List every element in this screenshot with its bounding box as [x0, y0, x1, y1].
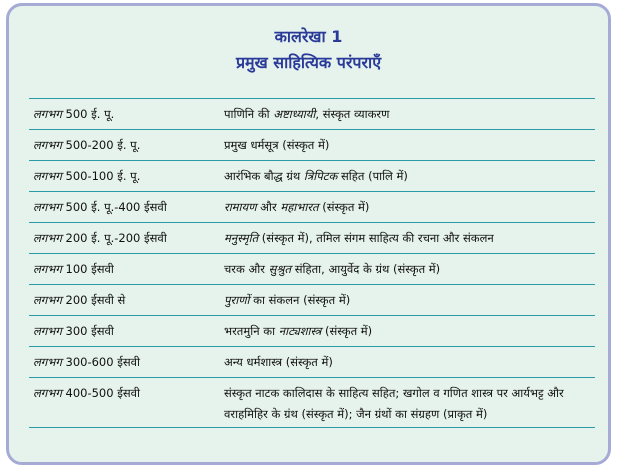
row-description — [224, 197, 594, 218]
row-date — [33, 138, 140, 153]
date-prefix: लगभग — [33, 169, 62, 183]
row-description — [224, 104, 594, 125]
work-title: नाट्यशास्त्र — [278, 324, 322, 338]
desc-text: आरंभिक बौद्ध ग्रंथ — [224, 169, 304, 183]
timeline-title: कालरेखा 1 — [274, 27, 343, 46]
desc-text: (संस्कृत में) — [321, 324, 373, 338]
date-value: 300-600 ईसवी — [65, 355, 140, 369]
desc-text: (संस्कृत में) — [318, 200, 370, 214]
date-value: 500 ई. पू. — [65, 107, 115, 121]
date-prefix: लगभग — [33, 293, 62, 307]
date-value: 500-100 ई. पू. — [65, 169, 141, 183]
row-description — [224, 259, 594, 280]
row-date — [33, 169, 140, 184]
timeline-row — [29, 285, 595, 316]
work-title: सुश्रुत — [268, 262, 292, 276]
row-description — [224, 321, 594, 342]
timeline-row — [29, 99, 595, 130]
desc-text: सहित (पालि में) — [337, 169, 408, 183]
date-prefix: लगभग — [33, 200, 62, 214]
timeline-row — [29, 161, 595, 192]
row-date — [33, 386, 140, 401]
timeline-row — [29, 316, 595, 347]
work-title: त्रिपिटक — [303, 169, 338, 183]
timeline-row — [29, 130, 595, 161]
date-value: 300 ईसवी — [65, 324, 114, 338]
work-title: अष्टाध्यायी — [273, 107, 316, 121]
date-prefix: लगभग — [33, 138, 62, 152]
desc-text: (संस्कृत में), तमिल संगम साहित्य की रचना और संकलन — [258, 231, 494, 245]
row-description — [224, 352, 594, 373]
date-prefix: लगभग — [33, 386, 62, 400]
date-value: 100 ईसवी — [65, 262, 114, 276]
row-date — [33, 231, 167, 246]
timeline-row — [29, 347, 595, 378]
timeline-row — [29, 192, 595, 223]
desc-text: और — [256, 200, 281, 214]
row-description — [224, 135, 594, 156]
row-description — [224, 383, 594, 425]
desc-text: अन्य धर्मशास्त्र (संस्कृत में) — [224, 355, 333, 369]
row-description — [224, 228, 594, 249]
date-value: 500 ई. पू.-400 ईसवी — [65, 200, 167, 214]
row-date — [33, 107, 114, 122]
date-value: 200 ई. पू.-200 ईसवी — [65, 231, 167, 245]
timeline-table — [29, 98, 595, 428]
date-prefix: लगभग — [33, 355, 62, 369]
desc-text: भरतमुनि का — [224, 324, 279, 338]
date-prefix: लगभग — [33, 324, 62, 338]
date-prefix: लगभग — [33, 262, 62, 276]
work-title: मनुस्मृति — [224, 231, 259, 245]
date-value: 500-200 ई. पू. — [65, 138, 141, 152]
row-date — [33, 355, 140, 370]
date-value: 400-500 ईसवी — [65, 386, 140, 400]
desc-text: , संस्कृत व्याकरण — [315, 107, 390, 121]
row-date — [33, 324, 114, 339]
work-title: पुराणों — [224, 293, 250, 307]
row-date — [33, 200, 167, 215]
desc-text: पाणिनि की — [224, 107, 274, 121]
row-date — [33, 262, 114, 277]
desc-text: प्रमुख धर्मसूत्र (संस्कृत में) — [224, 138, 330, 152]
date-value: 200 ईसवी से — [65, 293, 126, 307]
work-title: रामायण — [224, 200, 257, 214]
row-description — [224, 290, 594, 311]
date-prefix: लगभग — [33, 107, 62, 121]
row-date — [33, 293, 125, 308]
row-description — [224, 166, 594, 187]
timeline-row — [29, 223, 595, 254]
desc-text: का संकलन (संस्कृत में) — [249, 293, 351, 307]
desc-text: चरक और — [224, 262, 269, 276]
desc-text: संहिता, आयुर्वेद के ग्रंथ (संस्कृत में) — [291, 262, 441, 276]
work-title: महाभारत — [280, 200, 319, 214]
timeline-row — [29, 254, 595, 285]
timeline-box — [6, 3, 611, 465]
timeline-row — [29, 378, 595, 428]
desc-text: संस्कृत नाटक कालिदास के साहित्य सहित; खगोल व गणित शास्त्र पर आर्यभट्ट और वराहमिहिर के ग्रंथ (संस्कृत में); जैन ग्रंथों का संग्रहण (प्राकृत में) — [224, 386, 564, 421]
timeline-subtitle: प्रमुख साहित्यिक परंपराएँ — [235, 53, 382, 72]
date-prefix: लगभग — [33, 231, 62, 245]
